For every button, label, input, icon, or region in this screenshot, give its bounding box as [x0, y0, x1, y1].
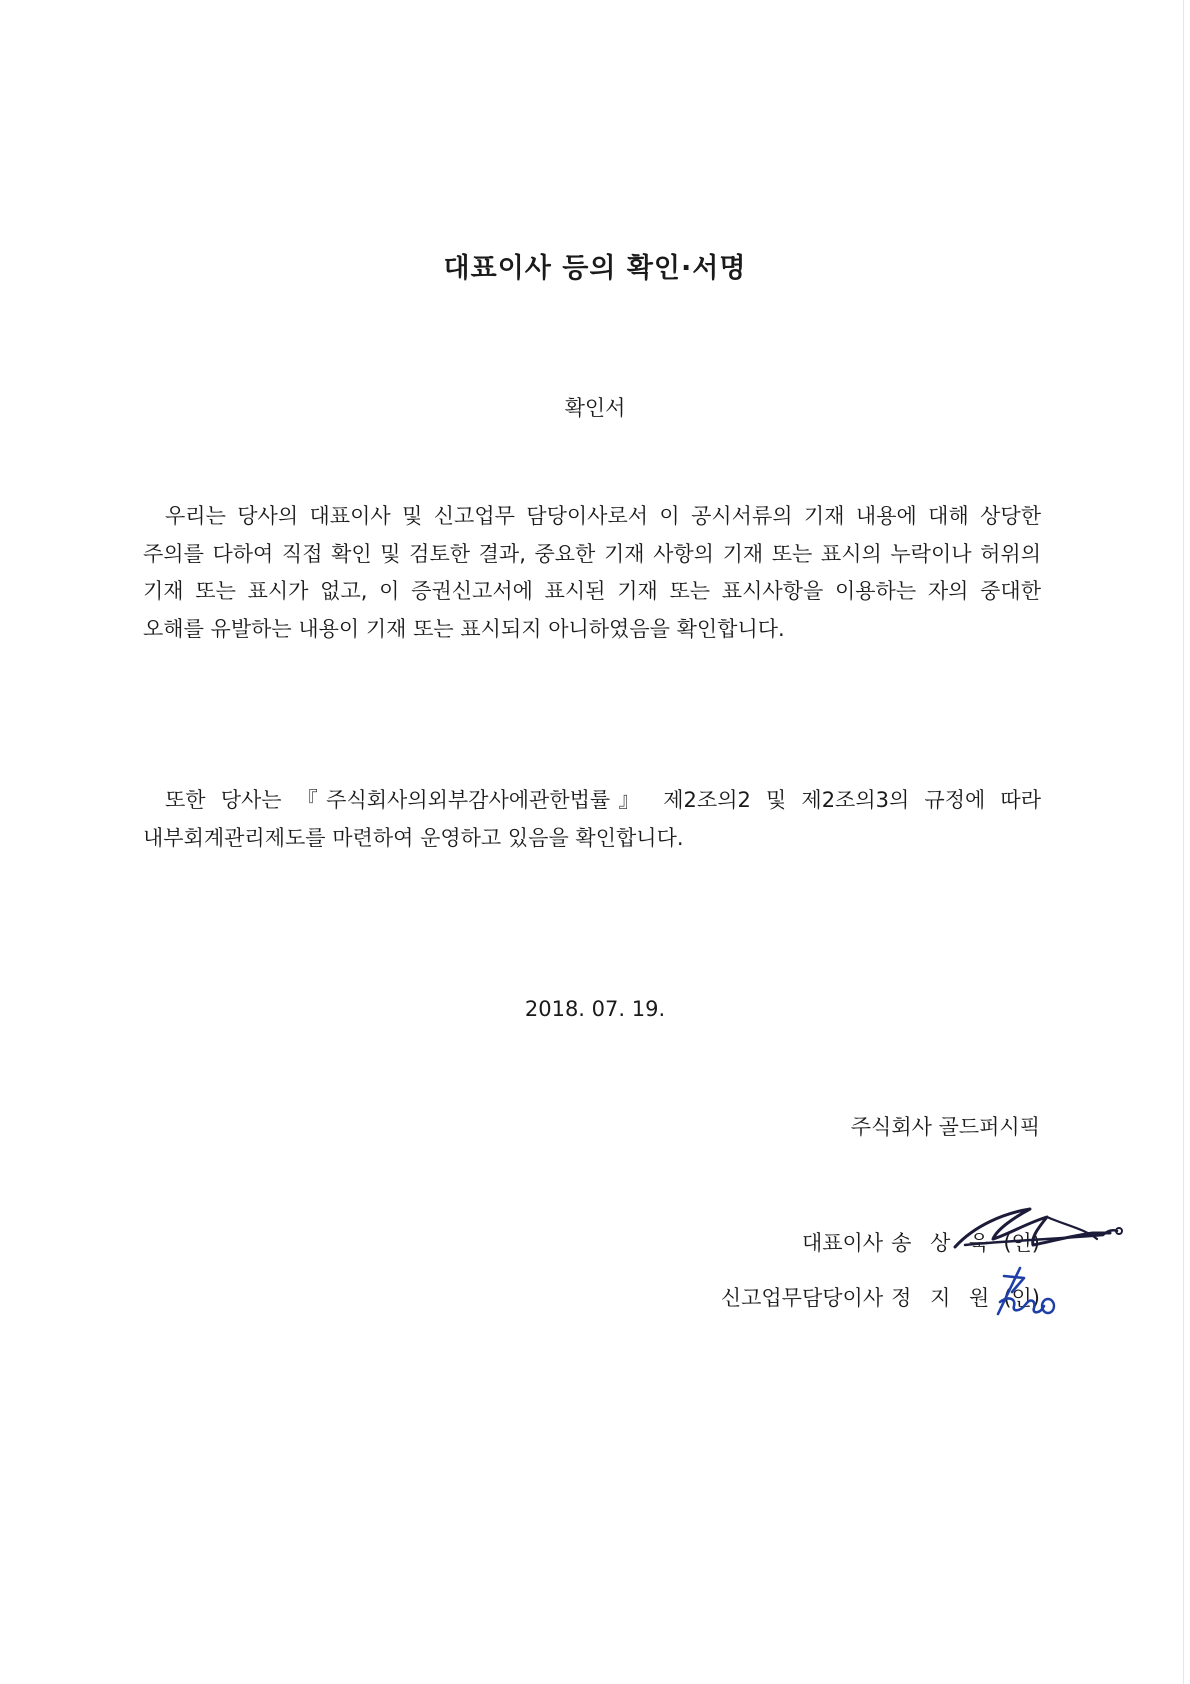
document-subtitle: 확인서: [564, 396, 626, 420]
disclosure-officer-signature-line: [721, 1282, 1040, 1312]
ceo-role: 대표이사: [801, 1231, 884, 1255]
internal-control-paragraph: 또한 당사는 『주식회사의외부감사에관한법률』 제2조의2 및 제2조의3의 규정에 따라 내부회계관리제도를 마련하여 운영하고 있음을 확인합니다.: [143, 788, 1041, 850]
officer-seal-mark: (인): [1003, 1286, 1040, 1310]
confirmation-paragraph: 우리는 당사의 대표이사 및 신고업무 담당이사로서 이 공시서류의 기재 내용에 대해 상당한 주의를 다하여 직접 확인 및 검토한 결과, 중요한 기재 사항의 기재 또는 표시의 누락이나 허위의 기재 또는 표시가 없고, 이 증권신고서에 표시된 기재 또는 표시사항을 이용하는 자의 중대한 오해를 유발하는 내용이 기재 또는 표시되지 아니하였음을 확인합니다.: [143, 504, 1041, 641]
ceo-seal-mark: (인): [1003, 1231, 1040, 1255]
document-date: 2018. 07. 19.: [524, 997, 666, 1021]
ceo-signature-line: [802, 1227, 1040, 1257]
officer-role: 신고업무담당이사: [720, 1286, 884, 1310]
ceo-name: 송 상 욱: [891, 1231, 996, 1255]
document-title: 대표이사 등의 확인·서명: [443, 253, 747, 284]
officer-name: 정 지 원: [891, 1286, 996, 1310]
company-name: 주식회사 골드퍼시픽: [850, 1115, 1040, 1139]
